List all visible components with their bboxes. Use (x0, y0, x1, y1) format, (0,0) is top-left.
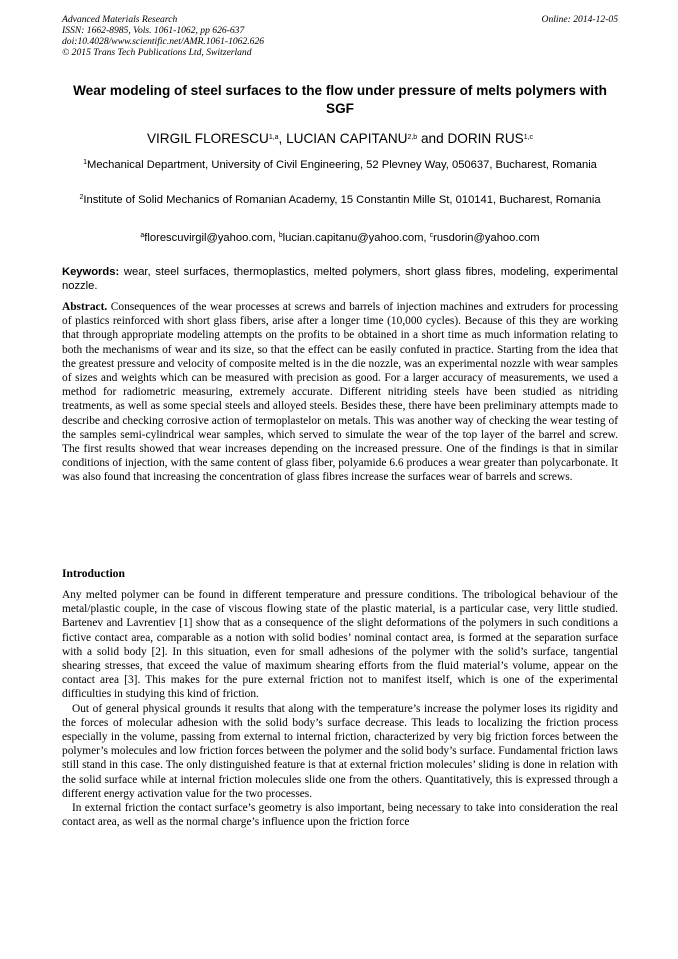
introduction-body (62, 588, 618, 829)
affiliation-superscript: 2 (79, 194, 84, 201)
author-name: LUCIAN CAPITANU (286, 131, 408, 146)
author-separator: , (278, 131, 287, 146)
section-heading-introduction: Introduction (62, 567, 125, 580)
email-superscript: b (278, 232, 283, 239)
paragraph: Any melted polymer can be found in different temperature and pressure conditions. The tribological behaviour of the metal/plastic couple, in the case of viscous flowing state of the plastic material, is a particular case, very little studied. Bartenev and Lavrentiev [1] show that as a consequence of the slight deformations of the polymers in such conditions a fictive contact area, comparable as a notion with solid bodies’ nominal contact area, is formed at the separation surface with a solid body [2]. In this situation, even for small adhesions of the polymer with the solid’s surface, tangential shearing stresses, that exceed the value of maximum shearing efforts from the fluid material’s volume, appear on the contact area [3]. This makes for the pure external friction not to manifest itself, which is one of the experimental difficulties in studying this kind of friction. (62, 589, 618, 701)
abstract-label: Abstract. (62, 301, 108, 313)
author-emails (62, 231, 618, 245)
keywords-text: wear, steel surfaces, thermoplastics, melted polymers, short glass fibres, modeling, experimental nozzle. (62, 266, 618, 292)
keywords-block (62, 265, 618, 293)
doi-line: doi:10.4028/www.scientific.net/AMR.1061-1062.626 (62, 36, 265, 47)
email-superscript: a (140, 232, 145, 239)
abstract-block (62, 300, 618, 485)
affiliation-text: Institute of Solid Mechanics of Romanian Academy, 15 Constantin Mille St, 010141, Bucharest, Romania (83, 194, 601, 206)
keywords-label: Keywords: (62, 266, 120, 278)
affiliation-text: Mechanical Department, University of Civil Engineering, 52 Plevney Way, 050637, Bucharest, Romania (87, 159, 597, 171)
email-address: rusdorin@yahoo.com (433, 232, 540, 244)
affiliation-1 (62, 158, 618, 172)
affiliation-superscript: 1 (83, 159, 87, 166)
author-superscript: 1,c (523, 134, 534, 141)
abstract-text: Consequences of the wear processes at screws and barrels of injection machines and extruders for processing of plastics reinforced with short glass fibers, arise after a longer time (10,000 cycles). Because of this they are working that through appropriate modeling attempts on the profits to be obtained in a short time as much information relating to both the mechanisms of wear and its size, so that the effect can be easily confuted in practice. Starting from the idea that the greatest pressure and velocity of composite melted is in the die nozzle, was an experimental nozzle with wear samples of sizes and weights which can be measured with precision as good. For a larger accuracy of measurements, we used a method for radiometric measuring, extremely accurate. Different nitriding steels have been studied as nitriding treatments, as well as some special steels and alloyed steels. Besides these, there have been preliminary attempts made to describe and checking corrosive action of termoplastelor on metals. This was another way of checking the wear testing of the samples semi-cylindrical wear samples, which served to simulate the wear of the top layer of the barrel and screw. The first results showed that wear increases depending on the increased pressure. One of the findings is that in similar conditions of injection, with the same content of glass fiber, polyamide 6.6 produces a wear greater than polycarbonate. It was also found that increasing the concentration of glass fibres increase the surfaces wear of barrels and screws. (62, 301, 618, 484)
journal-header (62, 14, 618, 58)
paragraph: In external friction the contact surface’s geometry is also important, being necessary to take into consideration the real contact area, as well as the normal charge’s influence upon the friction force (62, 802, 618, 829)
author-superscript: 2,b (407, 134, 418, 141)
author-superscript: 1,a (268, 134, 279, 141)
online-date: Online: 2014-12-05 (541, 14, 618, 25)
issn-line: ISSN: 1662-8985, Vols. 1061-1062, pp 626-637 (62, 25, 245, 36)
email-superscript: c (429, 232, 434, 239)
paragraph: Out of general physical grounds it results that along with the temperature’s increase the polymer loses its rigidity and the forces of molecular adhesion with the solid body’s surface decrease. This leads to localizing the friction process especially in the volume, passing from external to internal friction, characterized by very big friction forces between the polymer’s molecules and low friction forces between the polymer and the solid body’s surface. Fundamental friction laws still stand in this case. The only distinguished feature is that at external friction molecules’ sliding is done in relation with the solid surface while at internal friction molecules slide one from the others. Quantitatively, this is expressed through a different energy activation value for the two processes. (62, 702, 618, 800)
author-name: VIRGIL FLORESCU (146, 131, 269, 146)
author-separator: and (417, 131, 448, 146)
email-address: florescuvirgil@yahoo.com, (144, 232, 279, 244)
email-address: lucian.capitanu@yahoo.com, (282, 232, 430, 244)
author-name: DORIN RUS (447, 131, 524, 146)
journal-name: Advanced Materials Research (62, 14, 178, 25)
affiliation-2 (62, 193, 618, 207)
author-list (62, 130, 618, 148)
copyright-line: © 2015 Trans Tech Publications Ltd, Switzerland (62, 47, 252, 58)
paper-title: Wear modeling of steel surfaces to the flow under pressure of melts polymers with SGF (73, 83, 607, 116)
